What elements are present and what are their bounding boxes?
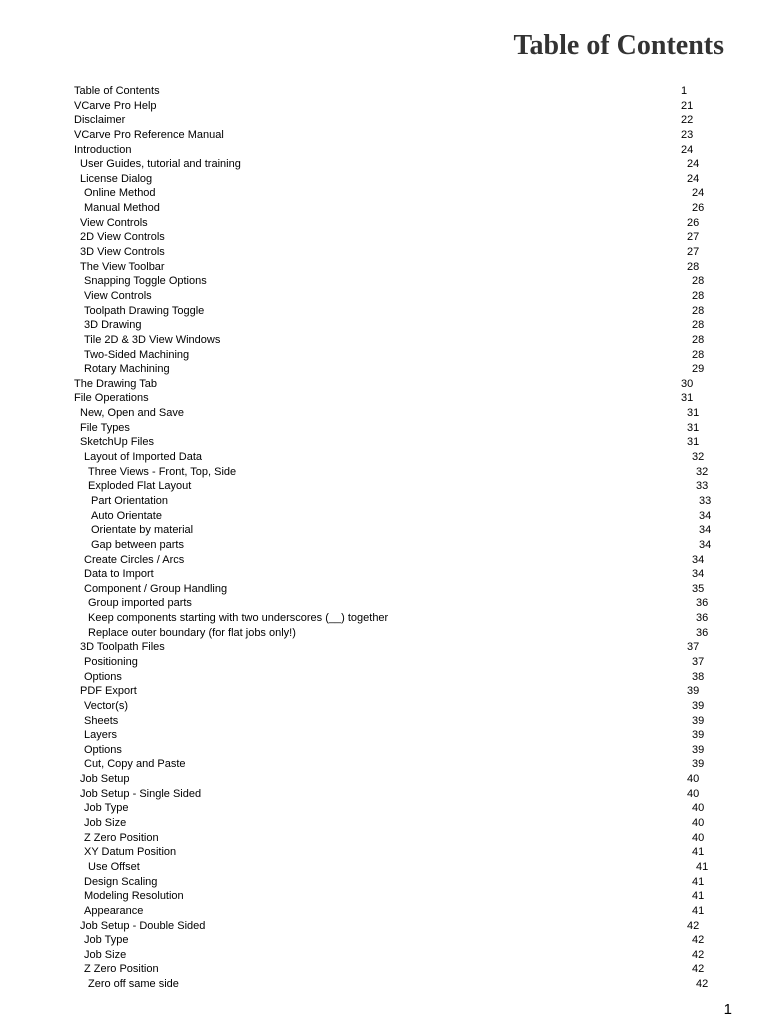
toc-entry-page: 33 bbox=[699, 494, 712, 507]
toc-entry-label: View Controls bbox=[80, 216, 148, 229]
toc-entry[interactable] bbox=[74, 699, 734, 714]
toc-entry-page: 32 bbox=[692, 451, 705, 464]
toc-entry[interactable] bbox=[74, 391, 734, 406]
toc-entry[interactable] bbox=[74, 889, 734, 904]
toc-entry-label: The View Toolbar bbox=[80, 260, 165, 273]
toc-entry[interactable] bbox=[74, 84, 734, 99]
toc-entry-label: 2D View Controls bbox=[80, 231, 165, 244]
toc-entry[interactable] bbox=[74, 538, 734, 553]
toc-entry[interactable] bbox=[74, 333, 734, 348]
toc-entry[interactable] bbox=[74, 801, 734, 816]
toc-entry-page: 42 bbox=[692, 934, 705, 947]
toc-entry-page: 29 bbox=[692, 363, 705, 376]
toc-entry-page: 40 bbox=[692, 831, 705, 844]
toc-entry-label: Replace outer boundary (for flat jobs only!) bbox=[88, 626, 296, 639]
toc-entry[interactable] bbox=[74, 977, 734, 992]
toc-entry-page: 39 bbox=[692, 758, 705, 771]
toc-entry-label: Options bbox=[84, 670, 122, 683]
toc-entry-page: 39 bbox=[692, 729, 705, 742]
page-number: 1 bbox=[723, 1001, 732, 1018]
toc-entry-page: 27 bbox=[687, 246, 700, 259]
toc-entry-page: 42 bbox=[687, 919, 700, 932]
toc-entry-label: Job Setup - Single Sided bbox=[80, 787, 202, 800]
toc-entry-label: Job Setup - Double Sided bbox=[80, 919, 206, 932]
toc-entry-page: 36 bbox=[696, 597, 709, 610]
toc-entry-page: 42 bbox=[692, 963, 705, 976]
toc-entry-label: Job Size bbox=[84, 817, 127, 830]
toc-entry-page: 33 bbox=[696, 480, 709, 493]
toc-entry-page: 36 bbox=[696, 626, 709, 639]
toc-entry-label: The Drawing Tab bbox=[74, 377, 157, 390]
toc-entry[interactable] bbox=[74, 714, 734, 729]
toc-entry-label: SketchUp Files bbox=[80, 436, 154, 449]
toc-entry-page: 41 bbox=[692, 846, 705, 859]
toc-entry[interactable] bbox=[74, 465, 734, 480]
toc-entry[interactable] bbox=[74, 157, 734, 172]
toc-entry-label: VCarve Pro Reference Manual bbox=[74, 128, 224, 141]
toc-entry[interactable] bbox=[74, 450, 734, 465]
toc-entry[interactable] bbox=[74, 567, 734, 582]
toc-entry-page: 41 bbox=[696, 860, 709, 873]
toc-entry[interactable] bbox=[74, 860, 734, 875]
toc-entry-page: 28 bbox=[692, 348, 705, 361]
toc-entry[interactable] bbox=[74, 626, 734, 641]
toc-entry-label: Sheets bbox=[84, 714, 119, 727]
toc-entry-page: 37 bbox=[687, 641, 700, 654]
toc-entry[interactable] bbox=[74, 523, 734, 538]
toc-entry-page: 26 bbox=[687, 216, 700, 229]
toc-entry-label: File Operations bbox=[74, 392, 149, 405]
toc-entry-page: 34 bbox=[699, 509, 712, 522]
toc-entry[interactable] bbox=[74, 933, 734, 948]
toc-entry[interactable] bbox=[74, 787, 734, 802]
toc-entry-label: Auto Orientate bbox=[91, 509, 162, 522]
toc-entry-label: Manual Method bbox=[84, 202, 160, 215]
toc-entry-page: 26 bbox=[692, 202, 705, 215]
toc-entry[interactable] bbox=[74, 875, 734, 890]
toc-entry[interactable] bbox=[74, 304, 734, 319]
toc-entry[interactable] bbox=[74, 186, 734, 201]
toc-entry[interactable] bbox=[74, 757, 734, 772]
toc-entry-page: 38 bbox=[692, 670, 705, 683]
toc-entry-label: Introduction bbox=[74, 143, 132, 156]
toc-entry[interactable] bbox=[74, 230, 734, 245]
toc-entry-page: 42 bbox=[692, 948, 705, 961]
toc-entry-page: 24 bbox=[687, 172, 700, 185]
toc-entry-label: 3D View Controls bbox=[80, 246, 165, 259]
toc-entry-label: 3D Toolpath Files bbox=[80, 641, 165, 654]
toc-entry-page: 28 bbox=[692, 319, 705, 332]
toc-entry-page: 34 bbox=[692, 553, 705, 566]
toc-entry-label: Z Zero Position bbox=[84, 963, 159, 976]
toc-entry-label: License Dialog bbox=[80, 172, 153, 185]
toc-entry-page: 41 bbox=[692, 875, 705, 888]
toc-entry-label: Orientate by material bbox=[91, 524, 194, 537]
toc-entry-page: 28 bbox=[692, 289, 705, 302]
toc-entry-page: 28 bbox=[692, 275, 705, 288]
toc-entry-label: Toolpath Drawing Toggle bbox=[84, 304, 205, 317]
toc-entry[interactable] bbox=[74, 509, 734, 524]
toc-entry-label: Create Circles / Arcs bbox=[84, 553, 185, 566]
toc-entry[interactable] bbox=[74, 172, 734, 187]
toc-entry-page: 27 bbox=[687, 231, 700, 244]
toc-entry-label: User Guides, tutorial and training bbox=[80, 158, 241, 171]
toc-entry-label: Snapping Toggle Options bbox=[84, 275, 207, 288]
toc-entry-label: Job Setup bbox=[80, 773, 130, 786]
toc-entry-page: 24 bbox=[687, 158, 700, 171]
toc-entry-label: View Controls bbox=[84, 289, 152, 302]
toc-entry-page: 23 bbox=[681, 128, 694, 141]
toc-entry[interactable] bbox=[74, 640, 734, 655]
toc-entry-label: 3D Drawing bbox=[84, 319, 142, 332]
toc-entry-label: Positioning bbox=[84, 655, 138, 668]
toc-entry[interactable] bbox=[74, 216, 734, 231]
toc-entry-label: Appearance bbox=[84, 904, 144, 917]
toc-entry-page: 40 bbox=[692, 802, 705, 815]
toc-entry-page: 40 bbox=[692, 817, 705, 830]
toc-entry[interactable] bbox=[74, 274, 734, 289]
toc-entry-page: 34 bbox=[692, 568, 705, 581]
toc-entry-page: 39 bbox=[687, 685, 700, 698]
toc-entry[interactable] bbox=[74, 435, 734, 450]
toc-entry-label: Modeling Resolution bbox=[84, 890, 184, 903]
toc-entry[interactable] bbox=[74, 684, 734, 699]
toc-entry-label: Online Method bbox=[84, 187, 156, 200]
toc-entry-label: Job Type bbox=[84, 802, 129, 815]
toc-entry-page: 31 bbox=[687, 436, 700, 449]
toc-entry-label: Group imported parts bbox=[88, 597, 192, 610]
toc-entry-page: 34 bbox=[699, 524, 712, 537]
toc-entry[interactable] bbox=[74, 377, 734, 392]
toc-entry[interactable] bbox=[74, 479, 734, 494]
toc-entry-label: Vector(s) bbox=[84, 699, 129, 712]
toc-entry-label: Two-Sided Machining bbox=[84, 348, 190, 361]
toc-entry-page: 31 bbox=[687, 421, 700, 434]
toc-entry[interactable] bbox=[74, 743, 734, 758]
toc-entry-page: 39 bbox=[692, 699, 705, 712]
toc-entry-label: Job Type bbox=[84, 934, 129, 947]
toc-entry[interactable] bbox=[74, 406, 734, 421]
toc-entry[interactable] bbox=[74, 553, 734, 568]
toc-entry-page: 34 bbox=[699, 538, 712, 551]
toc-entry[interactable] bbox=[74, 143, 734, 158]
toc-entry[interactable] bbox=[74, 128, 734, 143]
toc-entry-page: 39 bbox=[692, 714, 705, 727]
toc-entry-label: Design Scaling bbox=[84, 875, 158, 888]
toc-entry-label: Data to Import bbox=[84, 568, 154, 581]
toc-entry-page: 28 bbox=[687, 260, 700, 273]
toc-entry-label: Gap between parts bbox=[91, 538, 184, 551]
toc-entry-label: VCarve Pro Help bbox=[74, 99, 157, 112]
toc-entry[interactable] bbox=[74, 816, 734, 831]
toc-entry[interactable] bbox=[74, 245, 734, 260]
toc-entry-page: 1 bbox=[681, 85, 688, 97]
toc-entry[interactable] bbox=[74, 289, 734, 304]
toc-entry-label: Layers bbox=[84, 729, 118, 742]
toc-entry-label: Keep components starting with two underscores (__) together bbox=[88, 612, 389, 625]
toc-entry-label: XY Datum Position bbox=[84, 846, 177, 859]
toc-entry-label: Use Offset bbox=[88, 860, 140, 873]
toc-entry[interactable] bbox=[74, 348, 734, 363]
toc-entry-page: 40 bbox=[687, 787, 700, 800]
toc-entry-page: 21 bbox=[681, 99, 694, 112]
toc-entry-label: Cut, Copy and Paste bbox=[84, 758, 186, 771]
toc-entry-page: 41 bbox=[692, 890, 705, 903]
page-title: Table of Contents bbox=[513, 30, 724, 61]
toc-entry-page: 39 bbox=[692, 743, 705, 756]
toc-entry-page: 41 bbox=[692, 904, 705, 917]
toc-entry-label: Part Orientation bbox=[91, 494, 169, 507]
toc-entry[interactable] bbox=[74, 670, 734, 685]
toc-entry[interactable] bbox=[74, 904, 734, 919]
toc-entry-label: Exploded Flat Layout bbox=[88, 480, 192, 493]
toc-entry[interactable] bbox=[74, 655, 734, 670]
toc-entry-label: Z Zero Position bbox=[84, 831, 159, 844]
toc-entry[interactable] bbox=[74, 919, 734, 934]
toc-entry-page: 40 bbox=[687, 773, 700, 786]
toc-entry[interactable] bbox=[74, 99, 734, 114]
toc-entry[interactable] bbox=[74, 728, 734, 743]
toc-entry[interactable] bbox=[74, 962, 734, 977]
toc-entry-page: 28 bbox=[692, 333, 705, 346]
toc-entry[interactable] bbox=[74, 611, 734, 626]
toc-entry[interactable] bbox=[74, 260, 734, 275]
toc-entry-label: Options bbox=[84, 743, 122, 756]
toc-entry-page: 31 bbox=[681, 392, 694, 405]
toc-entry-label: Layout of Imported Data bbox=[84, 451, 203, 464]
toc-entry[interactable] bbox=[74, 362, 734, 377]
toc-entry[interactable] bbox=[74, 596, 734, 611]
toc-entry-page: 28 bbox=[692, 304, 705, 317]
toc-entry[interactable] bbox=[74, 831, 734, 846]
toc-entry[interactable] bbox=[74, 772, 734, 787]
toc-entry[interactable] bbox=[74, 948, 734, 963]
toc-entry[interactable] bbox=[74, 494, 734, 509]
toc-entry-label: Job Size bbox=[84, 948, 127, 961]
toc-entry[interactable] bbox=[74, 113, 734, 128]
toc-entry-page: 31 bbox=[687, 407, 700, 420]
toc-entry[interactable] bbox=[74, 845, 734, 860]
toc-entry-page: 32 bbox=[696, 465, 709, 478]
table-of-contents bbox=[74, 84, 734, 992]
toc-entry-label: Rotary Machining bbox=[84, 363, 170, 376]
toc-entry-page: 24 bbox=[681, 143, 694, 156]
toc-entry-label: New, Open and Save bbox=[80, 407, 184, 420]
toc-entry[interactable] bbox=[74, 582, 734, 597]
toc-entry[interactable] bbox=[74, 421, 734, 436]
toc-entry-page: 22 bbox=[681, 114, 694, 127]
toc-entry-label: Component / Group Handling bbox=[84, 582, 228, 595]
toc-entry[interactable] bbox=[74, 318, 734, 333]
toc-entry-page: 30 bbox=[681, 377, 694, 390]
toc-entry-label: File Types bbox=[80, 421, 130, 434]
toc-entry-page: 37 bbox=[692, 655, 705, 668]
toc-entry-label: Table of Contents bbox=[74, 85, 160, 97]
toc-entry-page: 36 bbox=[696, 612, 709, 625]
toc-entry-label: Three Views - Front, Top, Side bbox=[88, 465, 237, 478]
toc-entry-label: Zero off same side bbox=[88, 978, 179, 991]
toc-entry-page: 35 bbox=[692, 582, 705, 595]
toc-entry-label: Tile 2D & 3D View Windows bbox=[84, 333, 221, 346]
toc-entry[interactable] bbox=[74, 201, 734, 216]
toc-entry-page: 42 bbox=[696, 978, 709, 991]
toc-entry-label: Disclaimer bbox=[74, 114, 126, 127]
toc-entry-label: PDF Export bbox=[80, 685, 137, 698]
toc-entry-page: 24 bbox=[692, 187, 705, 200]
